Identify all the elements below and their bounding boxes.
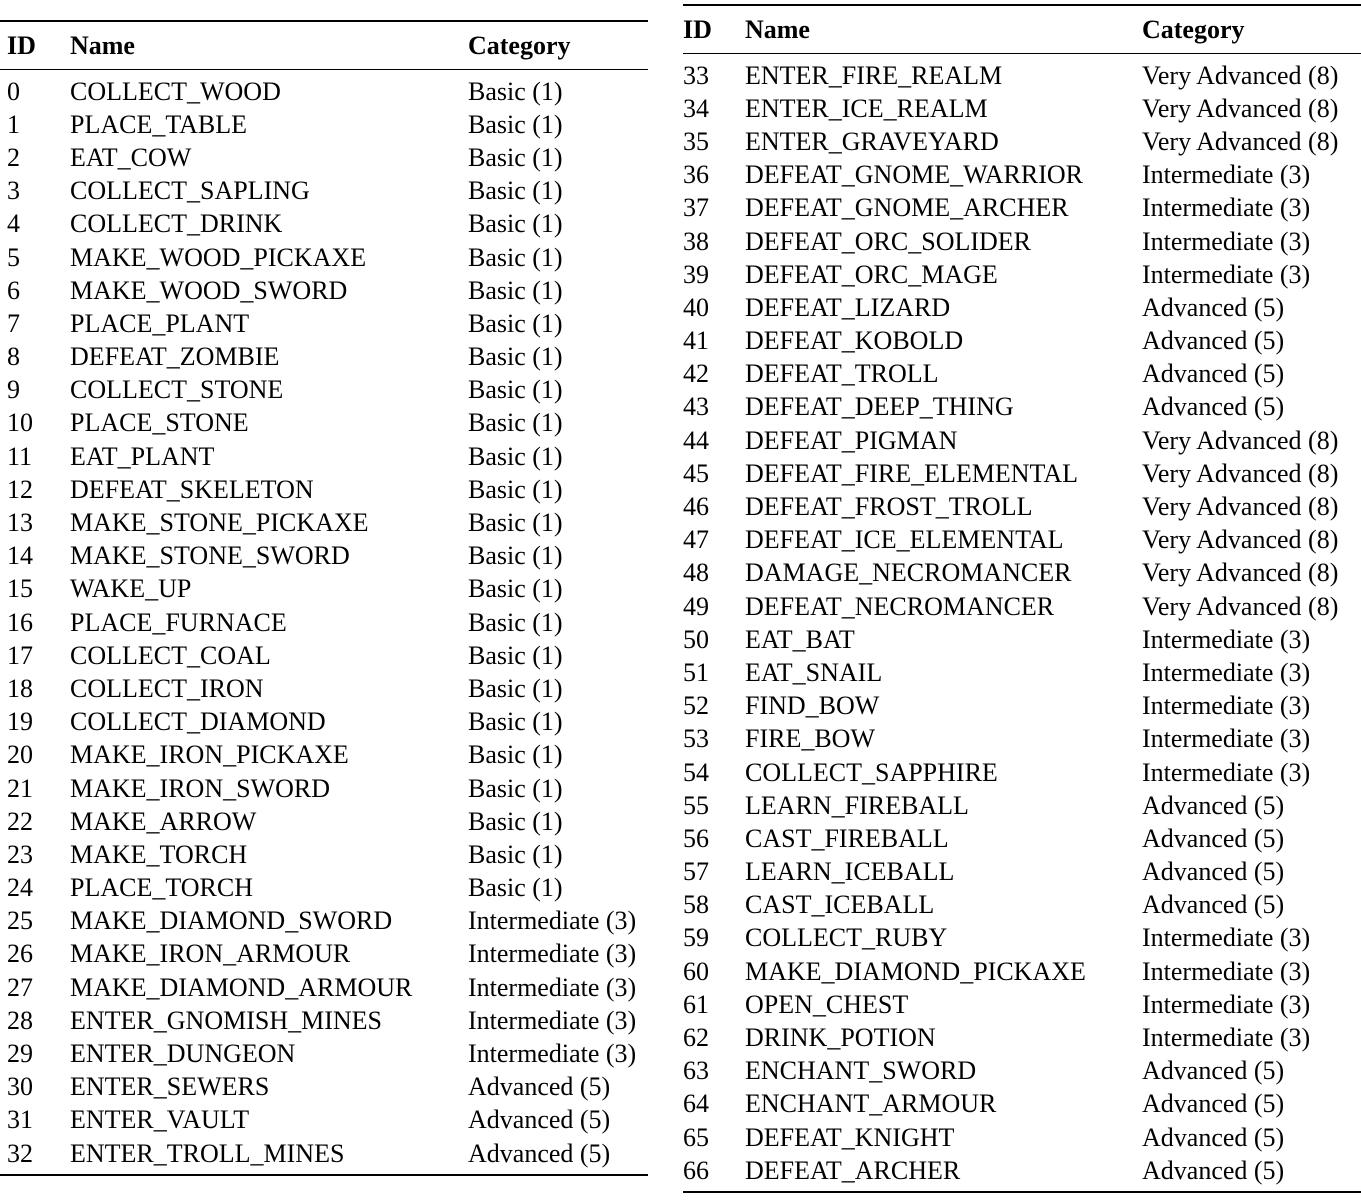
row-category: Intermediate (3) xyxy=(1142,226,1311,256)
table-row xyxy=(0,1037,648,1070)
row-id: 11 xyxy=(7,441,33,471)
table-header xyxy=(683,6,1361,54)
row-name: FIRE_BOW xyxy=(745,724,875,754)
row-id: 46 xyxy=(683,492,709,522)
row-name: PLACE_FURNACE xyxy=(70,607,287,637)
row-id: 24 xyxy=(7,873,33,903)
row-name: COLLECT_DIAMOND xyxy=(70,707,326,737)
row-category: Very Advanced (8) xyxy=(1142,458,1339,488)
row-id: 55 xyxy=(683,790,709,820)
table-row xyxy=(0,506,648,539)
row-id: 10 xyxy=(7,408,33,438)
table-row xyxy=(683,822,1361,855)
row-id: 56 xyxy=(683,823,709,853)
row-name: DEFEAT_ARCHER xyxy=(745,1155,961,1185)
table-row xyxy=(683,59,1361,92)
row-name: ENTER_ICE_REALM xyxy=(745,93,988,123)
table-row xyxy=(0,1004,648,1037)
table-row xyxy=(683,955,1361,988)
row-category: Basic (1) xyxy=(468,209,563,239)
table-row xyxy=(683,656,1361,689)
row-name: EAT_COW xyxy=(70,142,192,172)
row-id: 40 xyxy=(683,292,709,322)
row-name: DEFEAT_FROST_TROLL xyxy=(745,492,1033,522)
row-category: Basic (1) xyxy=(468,508,563,538)
table-row xyxy=(683,789,1361,822)
row-id: 39 xyxy=(683,259,709,289)
row-category: Basic (1) xyxy=(468,109,563,139)
row-id: 59 xyxy=(683,923,709,953)
table-row xyxy=(0,739,648,772)
row-id: 64 xyxy=(683,1089,709,1119)
table-row xyxy=(683,1121,1361,1154)
table-row xyxy=(0,772,648,805)
table-row xyxy=(683,988,1361,1021)
table-body-right xyxy=(683,54,1361,1191)
row-name: LEARN_ICEBALL xyxy=(745,857,955,887)
row-id: 38 xyxy=(683,226,709,256)
table-row xyxy=(683,457,1361,490)
row-category: Advanced (5) xyxy=(1142,359,1285,389)
achievements-table-right xyxy=(683,4,1361,1193)
row-category: Very Advanced (8) xyxy=(1142,60,1339,90)
row-name: DEFEAT_TROLL xyxy=(745,359,939,389)
row-name: PLACE_TORCH xyxy=(70,873,253,903)
row-name: MAKE_STONE_SWORD xyxy=(70,541,350,571)
table-row xyxy=(0,573,648,606)
table-row xyxy=(0,838,648,871)
row-name: ENTER_GNOMISH_MINES xyxy=(70,1005,382,1035)
table-row xyxy=(0,540,648,573)
row-name: DEFEAT_GNOME_ARCHER xyxy=(745,193,1069,223)
row-name: CAST_ICEBALL xyxy=(745,890,935,920)
row-name: COLLECT_STONE xyxy=(70,375,284,405)
table-row xyxy=(683,889,1361,922)
row-category: Advanced (5) xyxy=(1142,392,1285,422)
row-id: 15 xyxy=(7,574,33,604)
table-row xyxy=(683,856,1361,889)
table-row xyxy=(0,274,648,307)
row-category: Basic (1) xyxy=(468,76,563,106)
row-id: 6 xyxy=(7,275,20,305)
row-name: COLLECT_COAL xyxy=(70,640,271,670)
table-row xyxy=(0,440,648,473)
row-id: 50 xyxy=(683,624,709,654)
row-category: Basic (1) xyxy=(468,839,563,869)
row-id: 62 xyxy=(683,1023,709,1053)
row-category: Advanced (5) xyxy=(1142,292,1285,322)
row-name: ENTER_VAULT xyxy=(70,1105,250,1135)
row-name: DEFEAT_FIRE_ELEMENTAL xyxy=(745,458,1078,488)
row-category: Intermediate (3) xyxy=(468,1005,637,1035)
table-row xyxy=(683,1088,1361,1121)
row-id: 41 xyxy=(683,326,709,356)
row-name: MAKE_IRON_ARMOUR xyxy=(70,939,351,969)
row-id: 8 xyxy=(7,342,20,372)
row-id: 25 xyxy=(7,906,33,936)
row-id: 66 xyxy=(683,1155,709,1185)
header-id: ID xyxy=(683,14,712,44)
row-id: 43 xyxy=(683,392,709,422)
row-category: Very Advanced (8) xyxy=(1142,425,1339,455)
table-row xyxy=(683,690,1361,723)
header-id: ID xyxy=(7,30,36,60)
row-category: Basic (1) xyxy=(468,308,563,338)
row-id: 65 xyxy=(683,1122,709,1152)
achievements-table-left xyxy=(0,20,648,1176)
row-id: 48 xyxy=(683,558,709,588)
row-name: MAKE_IRON_SWORD xyxy=(70,773,330,803)
table-row xyxy=(683,125,1361,158)
row-category: Basic (1) xyxy=(468,740,563,770)
header-category: Category xyxy=(1142,14,1245,44)
table-row xyxy=(0,175,648,208)
row-id: 19 xyxy=(7,707,33,737)
table-row xyxy=(0,938,648,971)
row-name: COLLECT_SAPPHIRE xyxy=(745,757,998,787)
table-row xyxy=(0,905,648,938)
row-id: 5 xyxy=(7,242,20,272)
row-id: 20 xyxy=(7,740,33,770)
row-id: 58 xyxy=(683,890,709,920)
row-category: Advanced (5) xyxy=(1142,1122,1285,1152)
row-category: Very Advanced (8) xyxy=(1142,525,1339,555)
row-name: ENCHANT_ARMOUR xyxy=(745,1089,997,1119)
table-row xyxy=(683,291,1361,324)
table-row xyxy=(0,1104,648,1137)
row-id: 61 xyxy=(683,989,709,1019)
row-id: 7 xyxy=(7,308,20,338)
row-id: 63 xyxy=(683,1056,709,1086)
row-name: MAKE_WOOD_SWORD xyxy=(70,275,348,305)
header-category: Category xyxy=(468,30,571,60)
row-category: Intermediate (3) xyxy=(1142,624,1311,654)
row-id: 22 xyxy=(7,806,33,836)
table-row xyxy=(0,473,648,506)
row-category: Basic (1) xyxy=(468,607,563,637)
row-name: ENCHANT_SWORD xyxy=(745,1056,977,1086)
table-row xyxy=(683,1055,1361,1088)
table-row xyxy=(683,756,1361,789)
row-category: Basic (1) xyxy=(468,275,563,305)
table-row xyxy=(683,92,1361,125)
row-name: COLLECT_WOOD xyxy=(70,76,281,106)
row-category: Basic (1) xyxy=(468,673,563,703)
row-name: COLLECT_IRON xyxy=(70,673,264,703)
header-name: Name xyxy=(70,30,135,60)
row-category: Intermediate (3) xyxy=(468,1039,637,1069)
row-category: Basic (1) xyxy=(468,873,563,903)
table-row xyxy=(0,971,648,1004)
row-category: Very Advanced (8) xyxy=(1142,492,1339,522)
table-body-left xyxy=(0,70,648,1174)
row-name: DEFEAT_NECROMANCER xyxy=(745,591,1055,621)
row-name: MAKE_WOOD_PICKAXE xyxy=(70,242,367,272)
row-name: EAT_BAT xyxy=(745,624,855,654)
row-id: 4 xyxy=(7,209,20,239)
table-row xyxy=(683,490,1361,523)
table-row xyxy=(0,872,648,905)
table-row xyxy=(0,672,648,705)
row-category: Basic (1) xyxy=(468,176,563,206)
row-category: Advanced (5) xyxy=(1142,890,1285,920)
row-id: 44 xyxy=(683,425,709,455)
row-id: 13 xyxy=(7,508,33,538)
table-row xyxy=(0,805,648,838)
row-name: MAKE_DIAMOND_SWORD xyxy=(70,906,393,936)
row-category: Intermediate (3) xyxy=(1142,724,1311,754)
row-name: COLLECT_RUBY xyxy=(745,923,948,953)
row-name: EAT_SNAIL xyxy=(745,657,883,687)
row-name: PLACE_TABLE xyxy=(70,109,248,139)
row-id: 23 xyxy=(7,839,33,869)
table-row xyxy=(683,325,1361,358)
row-category: Intermediate (3) xyxy=(1142,259,1311,289)
row-id: 9 xyxy=(7,375,20,405)
row-id: 14 xyxy=(7,541,33,571)
row-id: 2 xyxy=(7,142,20,172)
row-name: DEFEAT_KNIGHT xyxy=(745,1122,955,1152)
row-category: Basic (1) xyxy=(468,707,563,737)
row-category: Intermediate (3) xyxy=(1142,657,1311,687)
row-id: 54 xyxy=(683,757,709,787)
row-category: Basic (1) xyxy=(468,541,563,571)
table-row xyxy=(683,192,1361,225)
row-category: Advanced (5) xyxy=(1142,857,1285,887)
row-id: 42 xyxy=(683,359,709,389)
row-id: 47 xyxy=(683,525,709,555)
row-id: 12 xyxy=(7,474,33,504)
table-row xyxy=(683,391,1361,424)
row-category: Advanced (5) xyxy=(1142,1056,1285,1086)
row-id: 28 xyxy=(7,1005,33,1035)
row-name: CAST_FIREBALL xyxy=(745,823,949,853)
table-row xyxy=(683,159,1361,192)
row-category: Very Advanced (8) xyxy=(1142,93,1339,123)
row-id: 33 xyxy=(683,60,709,90)
table-row xyxy=(0,341,648,374)
row-category: Intermediate (3) xyxy=(468,939,637,969)
row-name: MAKE_STONE_PICKAXE xyxy=(70,508,369,538)
row-category: Advanced (5) xyxy=(468,1105,611,1135)
row-category: Basic (1) xyxy=(468,375,563,405)
row-category: Intermediate (3) xyxy=(1142,160,1311,190)
row-name: DRINK_POTION xyxy=(745,1023,936,1053)
row-category: Advanced (5) xyxy=(468,1138,611,1168)
row-name: DEFEAT_DEEP_THING xyxy=(745,392,1014,422)
table-row xyxy=(0,606,648,639)
row-name: ENTER_SEWERS xyxy=(70,1072,270,1102)
row-category: Basic (1) xyxy=(468,474,563,504)
row-name: DEFEAT_ICE_ELEMENTAL xyxy=(745,525,1064,555)
row-id: 57 xyxy=(683,857,709,887)
row-id: 16 xyxy=(7,607,33,637)
row-id: 45 xyxy=(683,458,709,488)
row-name: FIND_BOW xyxy=(745,691,880,721)
row-category: Advanced (5) xyxy=(1142,1089,1285,1119)
row-category: Very Advanced (8) xyxy=(1142,591,1339,621)
row-category: Intermediate (3) xyxy=(1142,1023,1311,1053)
table-row xyxy=(683,424,1361,457)
row-id: 37 xyxy=(683,193,709,223)
row-name: DEFEAT_GNOME_WARRIOR xyxy=(745,160,1083,190)
row-name: MAKE_DIAMOND_ARMOUR xyxy=(70,972,413,1002)
row-id: 32 xyxy=(7,1138,33,1168)
row-category: Very Advanced (8) xyxy=(1142,558,1339,588)
row-category: Basic (1) xyxy=(468,342,563,372)
table-row xyxy=(683,723,1361,756)
row-id: 49 xyxy=(683,591,709,621)
row-name: PLACE_STONE xyxy=(70,408,249,438)
row-id: 0 xyxy=(7,76,20,106)
row-category: Basic (1) xyxy=(468,441,563,471)
header-name: Name xyxy=(745,14,810,44)
row-name: LEARN_FIREBALL xyxy=(745,790,969,820)
row-category: Basic (1) xyxy=(468,408,563,438)
row-category: Intermediate (3) xyxy=(1142,691,1311,721)
row-id: 18 xyxy=(7,673,33,703)
table-row xyxy=(683,524,1361,557)
table-row xyxy=(683,623,1361,656)
row-category: Advanced (5) xyxy=(1142,823,1285,853)
row-name: DEFEAT_KOBOLD xyxy=(745,326,964,356)
table-row xyxy=(683,225,1361,258)
row-name: WAKE_UP xyxy=(70,574,192,604)
table-row xyxy=(683,1021,1361,1054)
row-name: OPEN_CHEST xyxy=(745,989,909,1019)
table-row xyxy=(683,557,1361,590)
row-name: COLLECT_DRINK xyxy=(70,209,283,239)
row-id: 1 xyxy=(7,109,20,139)
row-id: 29 xyxy=(7,1039,33,1069)
row-id: 3 xyxy=(7,176,20,206)
table-row xyxy=(0,307,648,340)
row-id: 52 xyxy=(683,691,709,721)
row-name: DEFEAT_ORC_MAGE xyxy=(745,259,998,289)
row-name: DEFEAT_PIGMAN xyxy=(745,425,958,455)
row-name: DEFEAT_SKELETON xyxy=(70,474,314,504)
row-category: Intermediate (3) xyxy=(468,972,637,1002)
row-category: Very Advanced (8) xyxy=(1142,126,1339,156)
table-header xyxy=(0,22,648,70)
table-row xyxy=(0,639,648,672)
table-row xyxy=(0,407,648,440)
row-category: Advanced (5) xyxy=(1142,790,1285,820)
row-id: 27 xyxy=(7,972,33,1002)
row-id: 51 xyxy=(683,657,709,687)
table-row xyxy=(0,208,648,241)
row-id: 35 xyxy=(683,126,709,156)
table-row xyxy=(683,590,1361,623)
row-name: EAT_PLANT xyxy=(70,441,215,471)
row-name: ENTER_DUNGEON xyxy=(70,1039,296,1069)
row-name: DEFEAT_ORC_SOLIDER xyxy=(745,226,1032,256)
row-id: 30 xyxy=(7,1072,33,1102)
row-category: Intermediate (3) xyxy=(1142,956,1311,986)
row-category: Basic (1) xyxy=(468,640,563,670)
row-id: 17 xyxy=(7,640,33,670)
row-category: Intermediate (3) xyxy=(1142,757,1311,787)
table-row xyxy=(683,922,1361,955)
row-id: 36 xyxy=(683,160,709,190)
row-name: ENTER_FIRE_REALM xyxy=(745,60,1003,90)
table-row xyxy=(0,241,648,274)
row-id: 31 xyxy=(7,1105,33,1135)
table-row xyxy=(0,1137,648,1170)
row-name: PLACE_PLANT xyxy=(70,308,250,338)
row-id: 34 xyxy=(683,93,709,123)
row-category: Basic (1) xyxy=(468,773,563,803)
table-row xyxy=(0,108,648,141)
row-name: DEFEAT_ZOMBIE xyxy=(70,342,280,372)
row-name: MAKE_DIAMOND_PICKAXE xyxy=(745,956,1086,986)
row-category: Basic (1) xyxy=(468,806,563,836)
row-name: MAKE_ARROW xyxy=(70,806,257,836)
row-name: COLLECT_SAPLING xyxy=(70,176,310,206)
table-row xyxy=(683,358,1361,391)
row-name: ENTER_GRAVEYARD xyxy=(745,126,999,156)
row-name: DAMAGE_NECROMANCER xyxy=(745,558,1072,588)
row-id: 21 xyxy=(7,773,33,803)
row-category: Basic (1) xyxy=(468,142,563,172)
row-name: DEFEAT_LIZARD xyxy=(745,292,951,322)
table-row xyxy=(0,141,648,174)
row-category: Advanced (5) xyxy=(468,1072,611,1102)
row-category: Advanced (5) xyxy=(1142,1155,1285,1185)
row-category: Intermediate (3) xyxy=(1142,923,1311,953)
row-category: Basic (1) xyxy=(468,574,563,604)
table-row xyxy=(0,75,648,108)
row-id: 60 xyxy=(683,956,709,986)
row-category: Advanced (5) xyxy=(1142,326,1285,356)
row-id: 53 xyxy=(683,724,709,754)
row-category: Intermediate (3) xyxy=(468,906,637,936)
row-category: Intermediate (3) xyxy=(1142,989,1311,1019)
table-row xyxy=(0,1071,648,1104)
row-id: 26 xyxy=(7,939,33,969)
table-row xyxy=(683,1154,1361,1187)
row-category: Intermediate (3) xyxy=(1142,193,1311,223)
table-row xyxy=(0,706,648,739)
table-row xyxy=(683,258,1361,291)
row-name: ENTER_TROLL_MINES xyxy=(70,1138,345,1168)
row-category: Basic (1) xyxy=(468,242,563,272)
row-name: MAKE_IRON_PICKAXE xyxy=(70,740,349,770)
table-row xyxy=(0,374,648,407)
row-name: MAKE_TORCH xyxy=(70,839,248,869)
